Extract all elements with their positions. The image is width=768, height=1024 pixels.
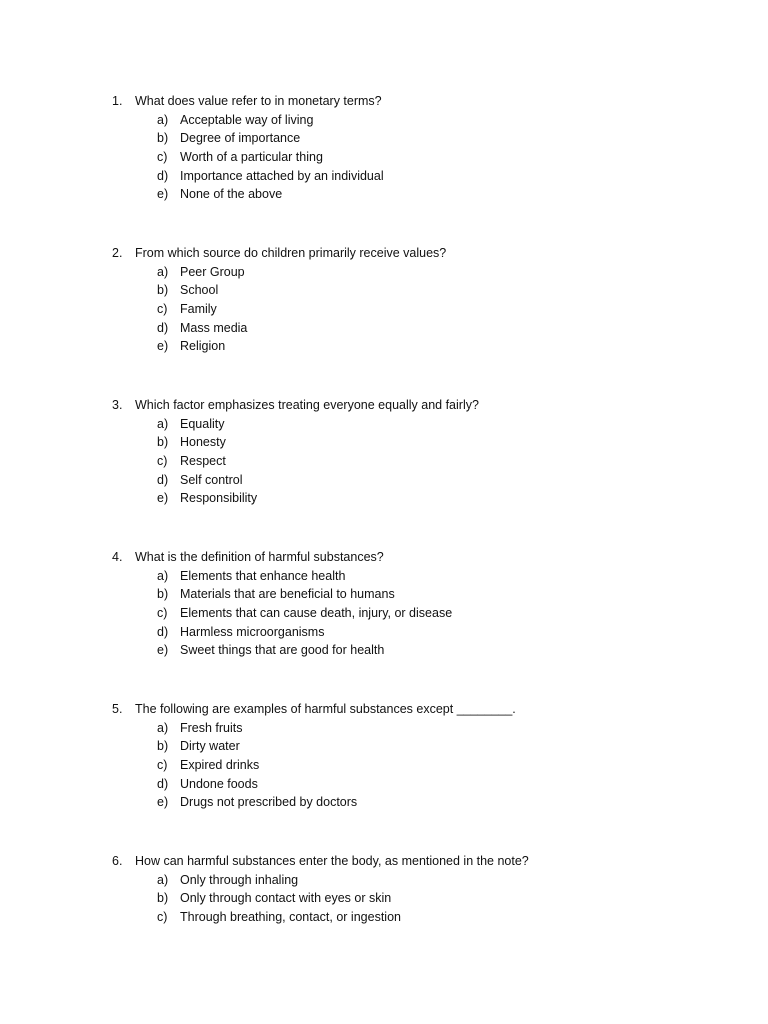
option-text: Honesty	[180, 435, 226, 450]
option-d	[112, 167, 712, 186]
option-letter: a)	[157, 112, 169, 127]
option-text: Drugs not prescribed by doctors	[180, 795, 358, 810]
option-e	[112, 793, 712, 812]
option-text: Only through inhaling	[180, 872, 299, 887]
option-text: Materials that are beneficial to humans	[180, 587, 395, 602]
option-e	[112, 489, 712, 508]
option-text: None of the above	[180, 187, 283, 202]
option-text: Respect	[180, 454, 226, 469]
option-text: Through breathing, contact, or ingestion	[180, 910, 401, 925]
question-5	[112, 700, 712, 812]
option-a	[112, 871, 712, 890]
option-b	[112, 433, 712, 452]
option-letter: b)	[157, 283, 169, 298]
question-number: 5.	[112, 702, 123, 716]
option-text: School	[180, 283, 219, 298]
option-c	[112, 300, 712, 319]
option-b	[112, 737, 712, 756]
option-text: Acceptable way of living	[180, 112, 314, 127]
question-text: What does value refer to in monetary terms?	[135, 94, 382, 108]
question-text: What is the definition of harmful substances?	[135, 550, 384, 564]
question-stem	[112, 852, 712, 871]
option-letter: b)	[157, 587, 169, 602]
question-2	[112, 244, 712, 356]
option-letter: b)	[157, 891, 169, 906]
option-e	[112, 185, 712, 204]
option-a	[112, 415, 712, 434]
question-1	[112, 92, 712, 204]
option-letter: a)	[157, 264, 169, 279]
option-letter: b)	[157, 739, 169, 754]
option-a	[112, 567, 712, 586]
question-number: 6.	[112, 854, 123, 868]
option-text: Importance attached by an individual	[180, 168, 384, 183]
question-text: The following are examples of harmful substances except ________.	[135, 702, 516, 716]
option-c	[112, 756, 712, 775]
question-number: 2.	[112, 246, 123, 260]
option-letter: c)	[157, 150, 168, 165]
option-a	[112, 263, 712, 282]
option-letter: c)	[157, 302, 168, 317]
option-text: Mass media	[180, 320, 248, 335]
option-letter: a)	[157, 720, 169, 735]
question-stem	[112, 396, 712, 415]
option-a	[112, 111, 712, 130]
option-text: Worth of a particular thing	[180, 150, 323, 165]
option-d	[112, 623, 712, 642]
option-d	[112, 319, 712, 338]
option-letter: e)	[157, 643, 169, 658]
option-b	[112, 585, 712, 604]
option-d	[112, 775, 712, 794]
option-text: Self control	[180, 472, 243, 487]
option-letter: e)	[157, 339, 169, 354]
question-text: From which source do children primarily receive values?	[135, 246, 447, 260]
question-text: How can harmful substances enter the body, as mentioned in the note?	[135, 854, 529, 868]
option-letter: c)	[157, 606, 168, 621]
option-letter: d)	[157, 624, 169, 639]
question-3	[112, 396, 712, 508]
option-text: Harmless microorganisms	[180, 624, 325, 639]
option-b	[112, 889, 712, 908]
option-letter: b)	[157, 131, 169, 146]
option-letter: d)	[157, 472, 169, 487]
option-text: Sweet things that are good for health	[180, 643, 385, 658]
option-letter: d)	[157, 320, 169, 335]
option-letter: c)	[157, 454, 168, 469]
option-b	[112, 129, 712, 148]
option-letter: e)	[157, 491, 169, 506]
option-letter: a)	[157, 568, 169, 583]
option-letter: d)	[157, 776, 169, 791]
option-text: Elements that enhance health	[180, 568, 346, 583]
option-c	[112, 604, 712, 623]
option-letter: d)	[157, 168, 169, 183]
option-letter: e)	[157, 795, 169, 810]
option-letter: b)	[157, 435, 169, 450]
option-text: Elements that can cause death, injury, or disease	[180, 606, 453, 621]
question-stem	[112, 92, 712, 111]
question-6	[112, 852, 712, 927]
option-text: Peer Group	[180, 264, 245, 279]
option-text: Only through contact with eyes or skin	[180, 891, 392, 906]
option-letter: c)	[157, 910, 168, 925]
option-text: Expired drinks	[180, 758, 260, 773]
option-b	[112, 281, 712, 300]
option-c	[112, 452, 712, 471]
option-a	[112, 719, 712, 738]
option-e	[112, 641, 712, 660]
option-text: Dirty water	[180, 739, 240, 754]
option-c	[112, 908, 712, 927]
question-stem	[112, 244, 712, 263]
option-text: Degree of importance	[180, 131, 301, 146]
option-letter: c)	[157, 758, 168, 773]
question-text: Which factor emphasizes treating everyone equally and fairly?	[135, 398, 479, 412]
question-stem	[112, 548, 712, 567]
option-letter: a)	[157, 872, 169, 887]
option-e	[112, 337, 712, 356]
option-text: Responsibility	[180, 491, 258, 506]
option-letter: a)	[157, 416, 169, 431]
question-number: 1.	[112, 94, 123, 108]
option-text: Equality	[180, 416, 225, 431]
question-number: 4.	[112, 550, 123, 564]
option-d	[112, 471, 712, 490]
option-c	[112, 148, 712, 167]
option-text: Undone foods	[180, 776, 258, 791]
option-text: Religion	[180, 339, 226, 354]
question-4	[112, 548, 712, 660]
option-text: Family	[180, 302, 217, 317]
question-stem	[112, 700, 712, 719]
option-text: Fresh fruits	[180, 720, 243, 735]
option-letter: e)	[157, 187, 169, 202]
question-number: 3.	[112, 398, 123, 412]
